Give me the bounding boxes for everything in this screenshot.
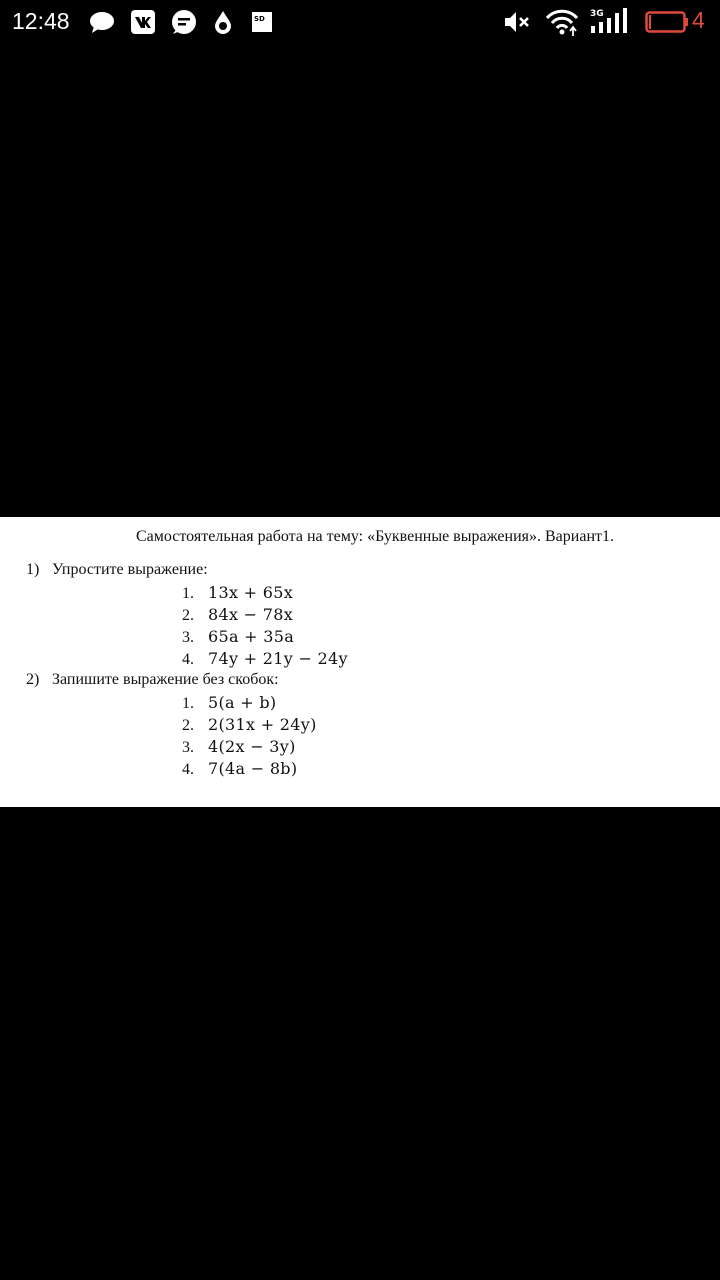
list-item <box>182 582 348 604</box>
item-number: 4. <box>182 761 194 778</box>
item-number: 2. <box>182 717 194 734</box>
sd-card-icon <box>249 9 275 35</box>
list-item <box>182 648 348 670</box>
math-expression: 74y + 21y − 24y <box>208 649 348 668</box>
worksheet-image <box>0 517 720 807</box>
math-expression: 84x − 78x <box>208 605 294 624</box>
item-number: 3. <box>182 739 194 756</box>
list-item <box>182 758 317 780</box>
signal-icon <box>589 6 631 36</box>
vk-icon <box>130 9 156 35</box>
battery-level-text: 4 <box>692 7 705 33</box>
task-number: 1) <box>26 561 40 578</box>
task-2-items <box>182 692 317 780</box>
list-item <box>182 604 348 626</box>
list-item <box>182 736 317 758</box>
list-item <box>182 626 348 648</box>
wifi-icon <box>545 9 579 35</box>
math-expression: 7(4a − 8b) <box>208 759 298 778</box>
list-item <box>182 692 317 714</box>
task-1 <box>26 560 208 580</box>
list-item <box>182 714 317 736</box>
chat-bubble-icon <box>89 9 115 35</box>
math-expression: 5(a + b) <box>208 693 277 712</box>
task-1-items <box>182 582 348 670</box>
math-expression: 2(31x + 24y) <box>208 715 317 734</box>
math-expression: 65a + 35a <box>208 627 295 646</box>
messenger-icon <box>171 9 197 35</box>
water-drop-icon <box>210 9 236 35</box>
status-clock: 12:48 <box>12 8 70 34</box>
item-number: 1. <box>182 695 194 712</box>
task-instruction: Запишите выражение без скобок: <box>52 671 279 688</box>
task-instruction: Упростите выражение: <box>52 561 208 578</box>
math-expression: 4(2x − 3y) <box>208 737 296 756</box>
status-bar <box>0 0 720 44</box>
sd-label: SD <box>254 15 265 23</box>
task-number: 2) <box>26 671 40 688</box>
item-number: 1. <box>182 585 194 602</box>
mute-icon <box>503 9 529 35</box>
math-expression: 13x + 65x <box>208 583 294 602</box>
task-2 <box>26 670 279 690</box>
item-number: 3. <box>182 629 194 646</box>
worksheet-title: Самостоятельная работа на тему: «Буквенные выражения». Вариант1. <box>136 528 614 545</box>
network-type-label: 3G <box>590 9 604 19</box>
battery-icon <box>645 11 687 33</box>
item-number: 4. <box>182 651 194 668</box>
item-number: 2. <box>182 607 194 624</box>
